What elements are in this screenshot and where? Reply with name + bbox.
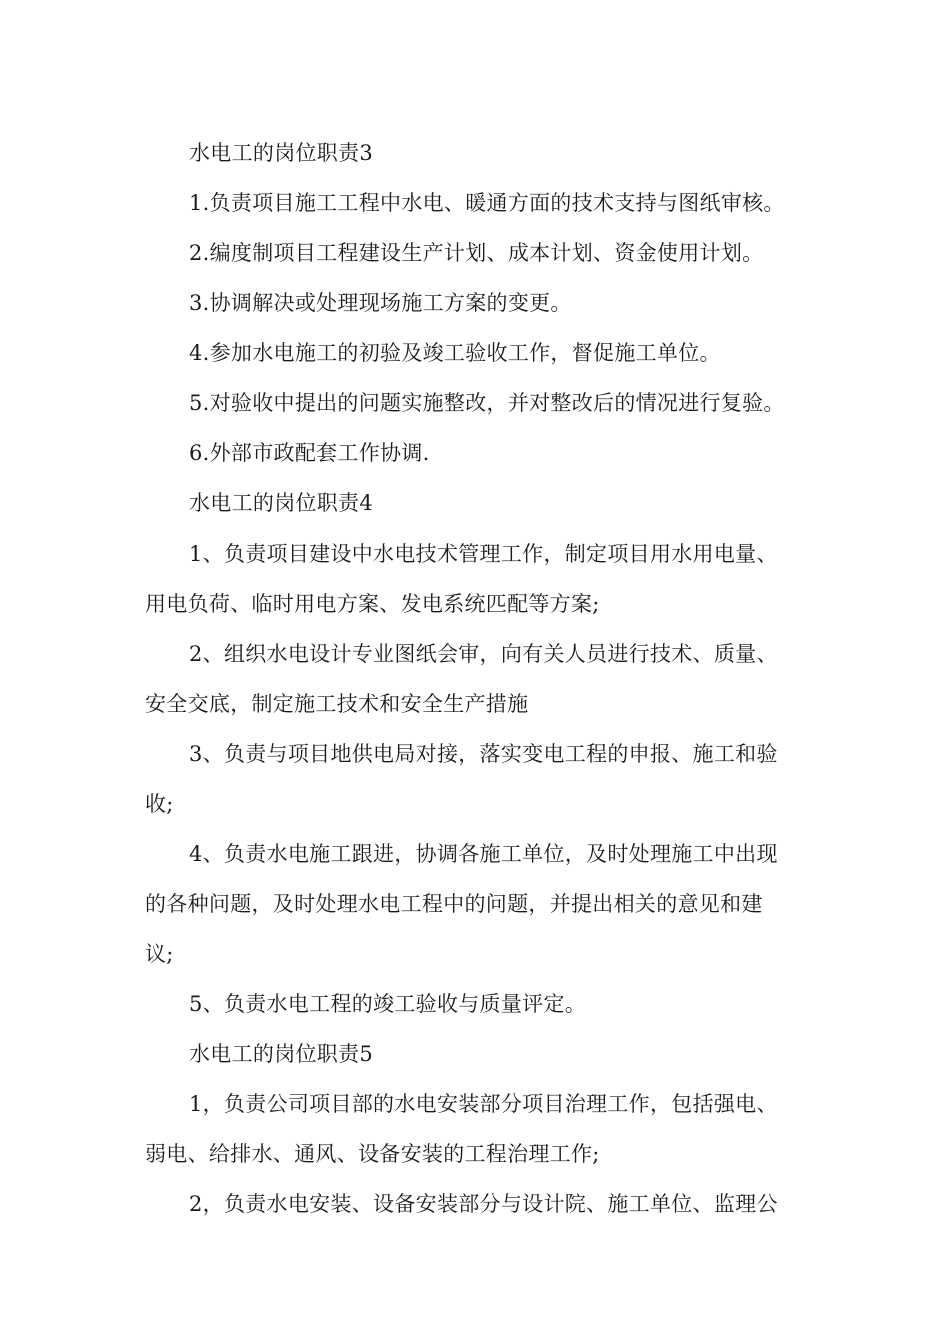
section-heading-3: 水电工的岗位职责3 (189, 141, 374, 165)
section-heading-4: 水电工的岗位职责4 (189, 491, 374, 515)
section-heading-5: 水电工的岗位职责5 (189, 1042, 374, 1066)
paragraph-line: 2、组织水电设计专业图纸会审，向有关人员进行技术、质量、 (189, 642, 778, 666)
paragraph-line: 5、负责水电工程的竣工验收与质量评定。 (189, 992, 587, 1016)
paragraph-line: 的各种问题，及时处理水电工程中的问题，并提出相关的意见和建 (145, 892, 763, 916)
paragraph-line: 用电负荷、临时用电方案、发电系统匹配等方案; (145, 592, 600, 616)
paragraph-line: 弱电、给排水、通风、设备安装的工程治理工作; (145, 1142, 600, 1166)
paragraph-line: 1、负责项目建设中水电技术管理工作，制定项目用水用电量、 (189, 542, 778, 566)
paragraph-line: 议; (145, 942, 174, 966)
paragraph-line: 3.协调解决或处理现场施工方案的变更。 (189, 291, 572, 315)
paragraph-line: 1，负责公司项目部的水电安装部分项目治理工作，包括强电、 (189, 1092, 778, 1116)
paragraph-line: 2，负责水电安装、设备安装部分与设计院、施工单位、监理公 (189, 1192, 778, 1216)
paragraph-line: 6.外部市政配套工作协调. (189, 441, 430, 465)
paragraph-line: 1.负责项目施工工程中水电、暖通方面的技术支持与图纸审核。 (189, 191, 785, 215)
paragraph-line: 4、负责水电施工跟进，协调各施工单位，及时处理施工中出现 (189, 842, 778, 866)
paragraph-line: 收; (145, 792, 174, 816)
paragraph-line: 安全交底，制定施工技术和安全生产措施 (145, 692, 529, 716)
paragraph-line: 3、负责与项目地供电局对接，落实变电工程的申报、施工和验 (189, 742, 778, 766)
paragraph-line: 4.参加水电施工的初验及竣工验收工作，督促施工单位。 (189, 341, 721, 365)
paragraph-line: 2.编度制项目工程建设生产计划、成本计划、资金使用计划。 (189, 241, 764, 265)
paragraph-line: 5.对验收中提出的问题实施整改，并对整改后的情况进行复验。 (189, 391, 785, 415)
